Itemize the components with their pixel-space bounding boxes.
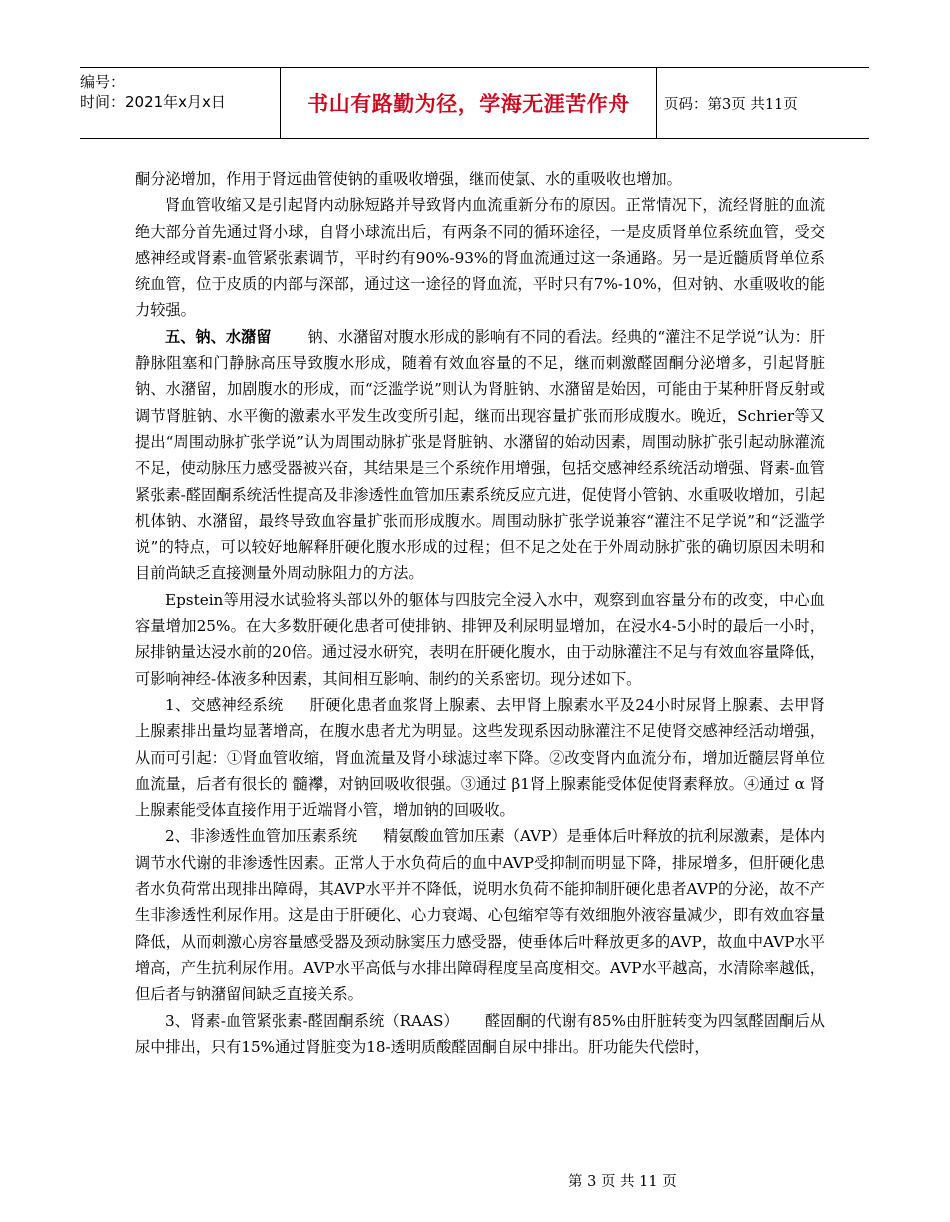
paragraph-sympathetic	[135, 692, 825, 823]
subsection-heading: 2、非渗透性血管加压素系统	[165, 827, 358, 846]
document-body	[135, 166, 825, 1060]
header-meta	[80, 68, 281, 138]
paragraph-raas	[135, 1008, 825, 1061]
paragraph-text: 醛固酮的代谢有85%由肝脏转变为四氢醛固酮后从尿中排出，只有15%通过肾脏变为18-透明质酸醛固酮自尿中排出。肝功能失代偿时，	[135, 1011, 825, 1056]
number-label: 编号：	[80, 73, 126, 91]
paragraph-text: 精氨酸血管加压素（AVP）是垂体后叶释放的抗利尿激素，是体内调节水代谢的非渗透性因素。正常人于水负荷后的血中AVP受抑制而明显下降，排尿增多，但肝硬化患者水负荷常出现排出障碍，其AVP水平并不降低，说明水负荷不能抑制肝硬化患者AVP的分泌，故不产生非渗透性利尿作用。这是由于肝硬化、心力衰竭、心包缩窄等有效细胞外液容量减少，即有效血容量降低，从而刺激心房容量感受器及颈动脉窦压力感受器，使垂体后叶释放更多的AVP，故血中AVP水平增高，产生抗利尿作用。AVP水平高低与水排出障碍程度呈高度相交。AVP水平越高，水清除率越低，但后者与钠潴留间缺乏直接关系。	[135, 827, 825, 1004]
date-label: 时间：2021年x月x日	[80, 93, 226, 111]
header-page-cell	[657, 68, 869, 138]
motto: 书山有路勤为径，学海无涯苦作舟	[307, 92, 630, 116]
header-motto-cell	[281, 68, 657, 138]
page-label: 页码：第3页 共11页	[664, 96, 798, 113]
subsection-heading: 3、肾素-血管紧张素-醛固酮系统（RAAS）	[165, 1011, 459, 1030]
paragraph: 酮分泌增加，作用于肾远曲管使钠的重吸收增强，继而使氯、水的重吸收也增加。	[135, 170, 682, 188]
paragraph-avp	[135, 823, 825, 1007]
page-header	[80, 67, 869, 139]
paragraph-text: 钠、水潴留对腹水形成的影响有不同的看法。经典的“灌注不足学说”认为：肝静脉阻塞和门静脉高压导致腹水形成，随着有效血容量的不足，继而刺激醛固酮分泌增多，引起肾脏钠、水潴留，加剧腹水的形成，而“泛滥学说”则认为肾脏钠、水潴留是始因，可能由于某种肝肾反射或调节肾脏钠、水平衡的激素水平发生改变所引起，继而出现容量扩张而形成腹水。晚近，Schrier等又提出“周围动脉扩张学说”认为周围动脉扩张是肾脏钠、水潴留的始动因素，周围动脉扩张引起动脉灌流不足，使动脉压力感受器被兴奋，其结果是三个系统作用增强，包括交感神经系统活动增强、肾素-血管紧张素-醛固酮系统活性提高及非渗透性血管加压素系统反应亢进，促使肾小管钠、水重吸收增加，引起机体钠、水潴留，最终导致血容量扩张而形成腹水。周围动脉扩张学说兼容“灌注不足学说”和“泛滥学说”的特点，可以较好地解释肝硬化腹水形成的过程；但不足之处在于外周动脉扩张的确切原因未明和目前尚缺乏直接测量外周动脉阻力的方法。	[135, 327, 826, 583]
paragraph-text: 肝硬化患者血浆肾上腺素、去甲肾上腺素水平及24小时尿肾上腺素、去甲肾上腺素排出量均显著增高，在腹水患者尤为明显。这些发现系因动脉灌注不足使肾交感神经活动增强，从而可引起：①肾血管收缩，肾血流量及肾小球滤过率下降。②改变肾内血流分布，增加近髓层肾单位血流量，后者有很长的 髓襻，对钠回吸收很强。③通过 β1肾上腺素能受体促使肾素释放。④通过 α 肾上腺素能受体直接作用于近端肾小管，增加钠的回吸收。	[135, 695, 825, 820]
paragraph: Epstein等用浸水试验将头部以外的躯体与四肢完全浸入水中，观察到血容量分布的改变，中心血容量增加25%。在大多数肝硬化患者可使排钠、排钾及利尿明显增加，在浸水4-5小时的最后一小时，尿排钠量达浸水前的20倍。通过浸水研究，表明在肝硬化腹水，由于动脉灌注不足与有效血容量降低，可影响神经-体液多种因素，其间相互影响、制约的关系密切。现分述如下。	[135, 590, 825, 688]
paragraph-sodium-water	[135, 324, 825, 587]
paragraph: 肾血管收缩又是引起肾内动脉短路并导致肾内血流重新分布的原因。正常情况下，流经肾脏的血流绝大部分首先通过肾小球，自肾小球流出后，有两条不同的循环途径，一是皮质肾单位系统血管，受交感神经或肾素-血管紧张素调节，平时约有90%-93%的肾血流通过这一条通路。另一是近髓质肾单位系统血管，位于皮质的内部与深部，通过这一途径的肾血流，平时只有7%-10%，但对钠、水重吸收的能力较强。	[135, 196, 825, 320]
page-footer: 第 3 页 共 11 页	[568, 1174, 677, 1190]
subsection-heading: 1、交感神经系统	[165, 695, 284, 714]
section-heading: 五、钠、水潴留	[165, 327, 272, 346]
